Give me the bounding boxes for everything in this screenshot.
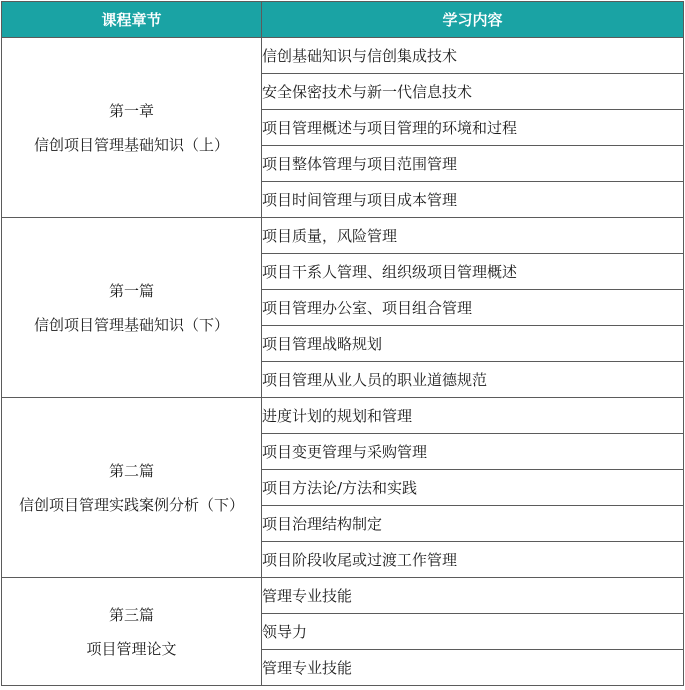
chapter-title: 项目管理论文: [86, 639, 177, 658]
chapter-title: 信创项目管理实践案例分析（下）: [18, 495, 244, 514]
topic-cell: 项目时间管理与项目成本管理: [262, 182, 684, 218]
chapter-cell: [2, 38, 262, 218]
header-learning-content: 学习内容: [262, 2, 684, 38]
topic-cell: 领导力: [262, 614, 684, 650]
topic-cell: 项目治理结构制定: [262, 506, 684, 542]
header-row: [2, 2, 684, 38]
table-row: [2, 578, 684, 614]
topic-cell: 管理专业技能: [262, 650, 684, 686]
chapter-number: 第二篇: [108, 461, 154, 480]
course-table: [1, 1, 684, 686]
topic-cell: 项目方法论/方法和实践: [262, 470, 684, 506]
topic-cell: 项目阶段收尾或过渡工作管理: [262, 542, 684, 578]
chapter-cell: [2, 218, 262, 398]
chapter-number: 第一章: [108, 101, 154, 120]
chapter-cell: [2, 578, 262, 686]
topic-cell: 管理专业技能: [262, 578, 684, 614]
table-row: [2, 398, 684, 434]
topic-cell: 项目整体管理与项目范围管理: [262, 146, 684, 182]
topic-cell: 安全保密技术与新一代信息技术: [262, 74, 684, 110]
header-course-chapter: 课程章节: [2, 2, 262, 38]
chapter-number: 第一篇: [108, 281, 154, 300]
chapter-title: 信创项目管理基础知识（上）: [33, 135, 229, 154]
topic-cell: 信创基础知识与信创集成技术: [262, 38, 684, 74]
topic-cell: 项目管理战略规划: [262, 326, 684, 362]
topic-cell: 项目质量，风险管理: [262, 218, 684, 254]
chapter-title: 信创项目管理基础知识（下）: [33, 315, 229, 334]
topic-cell: 进度计划的规划和管理: [262, 398, 684, 434]
chapter-number: 第三篇: [108, 605, 154, 624]
topic-cell: 项目管理概述与项目管理的环境和过程: [262, 110, 684, 146]
table-row: [2, 38, 684, 74]
topic-cell: 项目管理办公室、项目组合管理: [262, 290, 684, 326]
chapter-cell: [2, 398, 262, 578]
table-row: [2, 218, 684, 254]
topic-cell: 项目管理从业人员的职业道德规范: [262, 362, 684, 398]
topic-cell: 项目干系人管理、组织级项目管理概述: [262, 254, 684, 290]
topic-cell: 项目变更管理与采购管理: [262, 434, 684, 470]
